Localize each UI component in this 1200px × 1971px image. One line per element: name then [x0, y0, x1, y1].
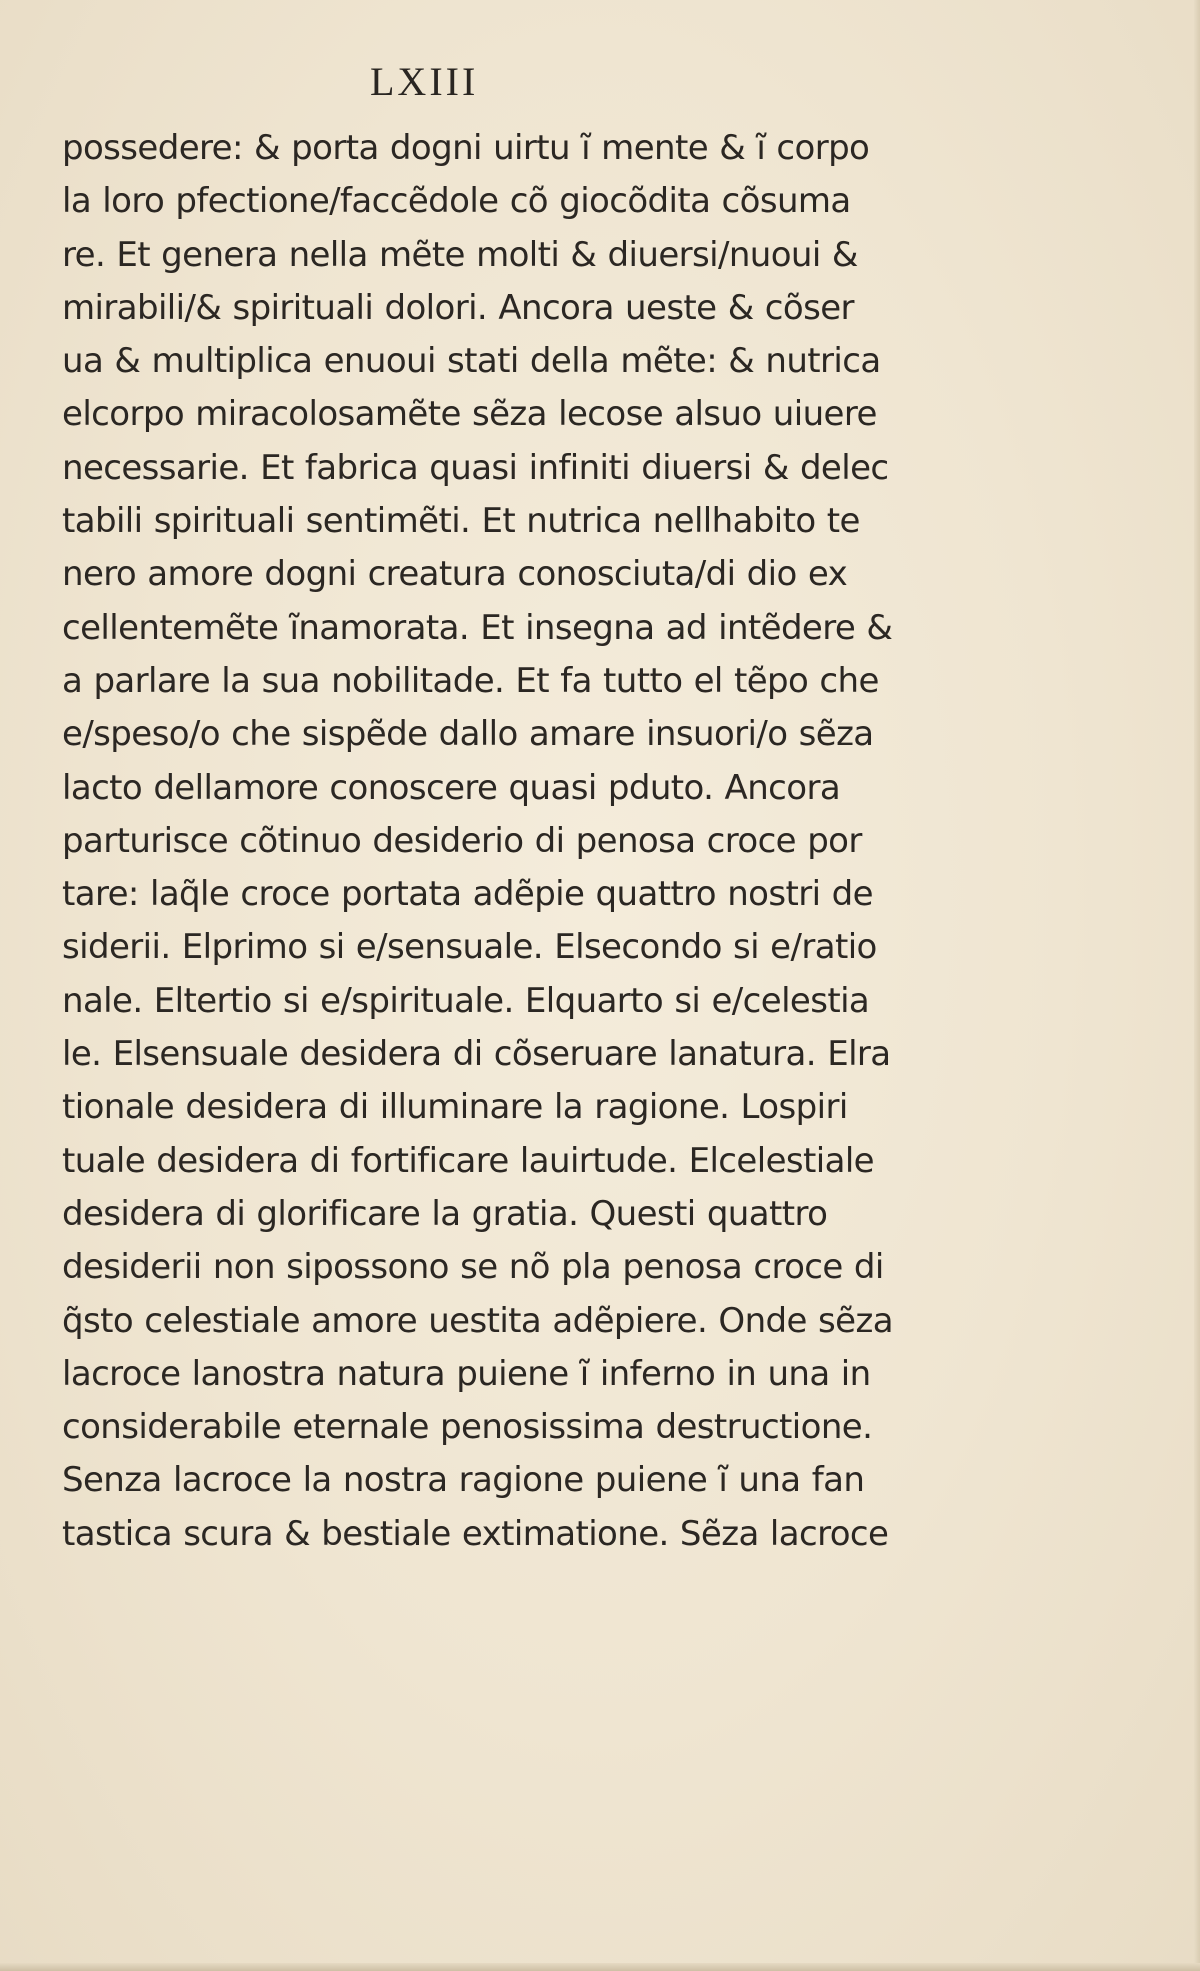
text-line: tastica scura & bestiale extimatione. Sẽza lacroce: [62, 1513, 889, 1554]
text-line: desiderii non sipossono se nõ pla penosa croce di: [62, 1247, 884, 1288]
text-line: parturisce cõtinuo desiderio di penosa croce por: [62, 820, 862, 861]
text-line: cellentemẽte ĩnamorata. Et insegna ad intẽdere &: [62, 607, 893, 648]
text-line: ua & multiplica enuoui stati della mẽte: & nutrica: [62, 341, 881, 382]
text-line: lacto dellamore conoscere quasi pduto. Ancora: [62, 767, 841, 808]
text-line: la loro pfectione/faccẽdole cõ giocõdita cõsuma: [62, 181, 851, 222]
text-line: e/speso/o che sispẽde dallo amare insuori/o sẽza: [62, 714, 874, 755]
text-block: [62, 122, 922, 1561]
text-line: tare: laq̃le croce portata adẽpie quattro nostri de: [62, 874, 873, 915]
text-line: Senza lacroce la nostra ragione puiene ĩ una fan: [62, 1460, 865, 1501]
text-line: le. Elsensuale desidera di cõseruare lanatura. Elra: [62, 1034, 891, 1075]
text-line: re. Et genera nella mẽte molti & diuersi/nuoui &: [62, 234, 858, 275]
text-line: q̃sto celestiale amore uestita adẽpiere. Onde sẽza: [62, 1300, 893, 1341]
text-line: necessarie. Et fabrica quasi infiniti diuersi & delec: [62, 447, 889, 488]
text-line: tabili spirituali sentimẽti. Et nutrica nellhabito te: [62, 501, 860, 542]
text-line: nale. Eltertio si e/spirituale. Elquarto si e/celestia: [62, 980, 870, 1021]
folio-number: LXIII: [370, 59, 479, 104]
text-line: siderii. Elprimo si e/sensuale. Elsecondo si e/ratio: [62, 927, 877, 968]
text-line: lacroce lanostra natura puiene ĩ inferno in una in: [62, 1353, 871, 1394]
text-line: desidera di glorificare la gratia. Questi quattro: [62, 1193, 828, 1234]
text-line: mirabili/& spirituali dolori. Ancora ueste & cõser: [62, 287, 854, 328]
text-line: elcorpo miracolosamẽte sẽza lecose alsuo uiuere: [62, 394, 877, 435]
text-line: possedere: & porta dogni uirtu ĩ mente & ĩ corpo: [62, 128, 870, 168]
text-line: a parlare la sua nobilitade. Et fa tutto el tẽpo che: [62, 660, 879, 701]
page-edge-right: [1194, 0, 1200, 1971]
text-line: considerabile eternale penosissima destructione.: [62, 1407, 873, 1448]
text-line: nero amore dogni creatura conosciuta/di dio ex: [62, 554, 848, 595]
text-line: tionale desidera di illuminare la ragione. Lospiri: [62, 1087, 848, 1128]
text-line: tuale desidera di fortificare lauirtude. Elcelestiale: [62, 1140, 874, 1181]
page-edge-bottom: [0, 1963, 1200, 1971]
